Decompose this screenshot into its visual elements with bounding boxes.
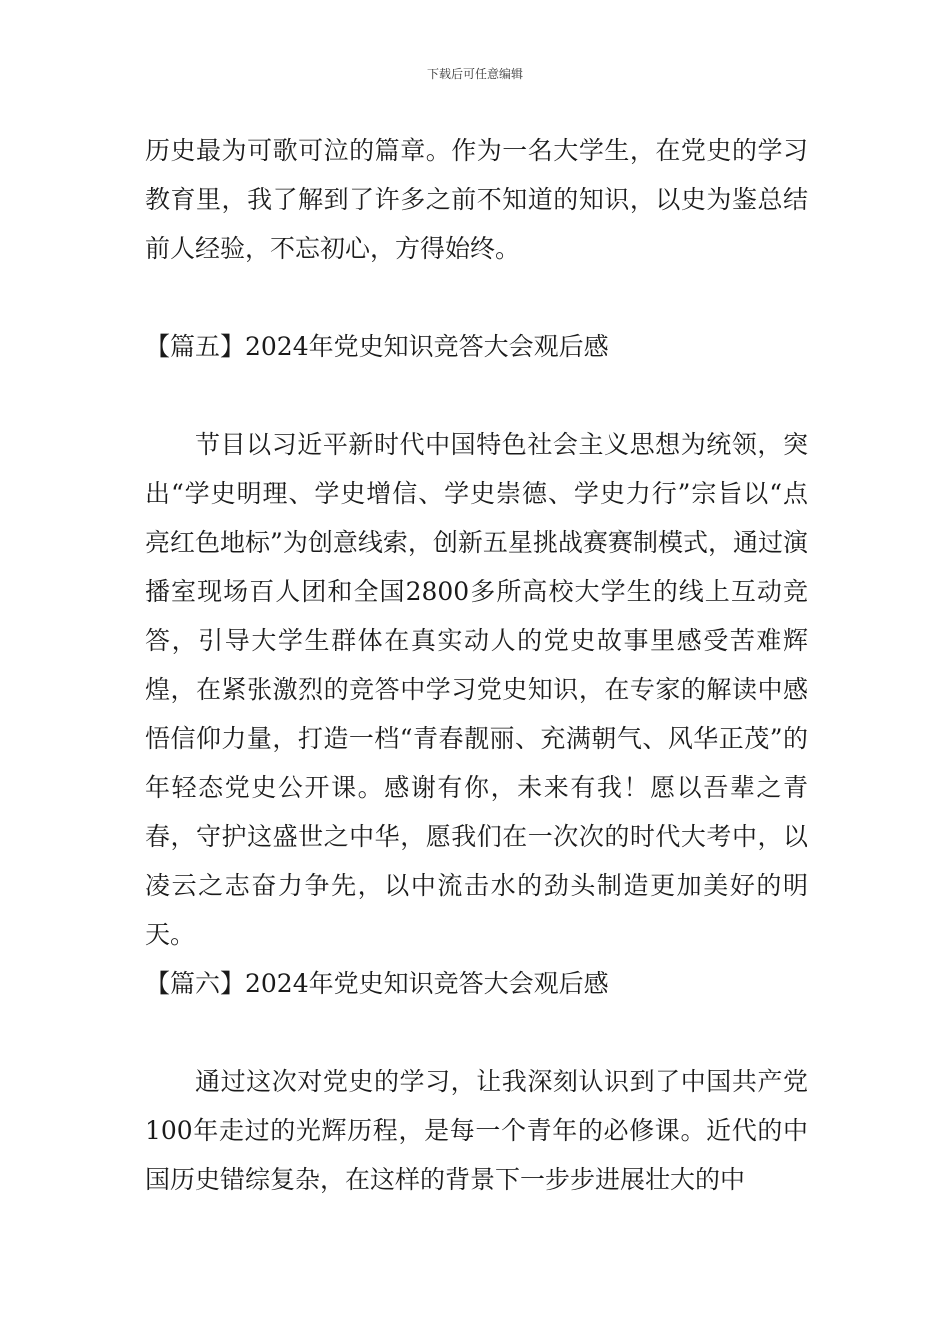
section5-paragraph: 节目以习近平新时代中国特色社会主义思想为统领，突出“学史明理、学史增信、学史崇德、学史力行”宗旨以“点亮红色地标”为创意线索，创新五星挑战赛赛制模式，通过演播室现场百人团和全国2800多所高校大学生的线上互动竞答，引导大学生群体在真实动人的党史故事里感受苦难辉煌，在紧张激烈的竞答中学习党史知识，在专家的解读中感悟信仰力量，打造一档“青春靓丽、充满朝气、风华正茂”的年轻态党史公开课。感谢有你，未来有我！愿以吾辈之青春，守护这盛世之中华，愿我们在一次次的时代大考中，以凌云之志奋力争先，以中流击水的劲头制造更加美好的明天。 (145, 430, 808, 949)
intro-paragraph: 历史最为可歌可泣的篇章。作为一名大学生，在党史的学习教育里，我了解到了许多之前不知道的知识，以史为鉴总结前人经验，不忘初心，方得始终。 (145, 136, 808, 263)
header-note: 下载后可任意编辑 (426, 67, 523, 81)
spacer (145, 1008, 808, 1057)
document-body (145, 126, 808, 1204)
section6-heading: 【篇六】2024年党史知识竞答大会观后感 (145, 969, 609, 998)
spacer (145, 273, 808, 322)
spacer (145, 371, 808, 420)
section6-paragraph: 通过这次对党史的学习，让我深刻认识到了中国共产党100年走过的光辉历程，是每一个青年的必修课。近代的中国历史错综复杂，在这样的背景下一步步进展壮大的中 (145, 1067, 808, 1194)
section5-heading: 【篇五】2024年党史知识竞答大会观后感 (145, 332, 609, 361)
